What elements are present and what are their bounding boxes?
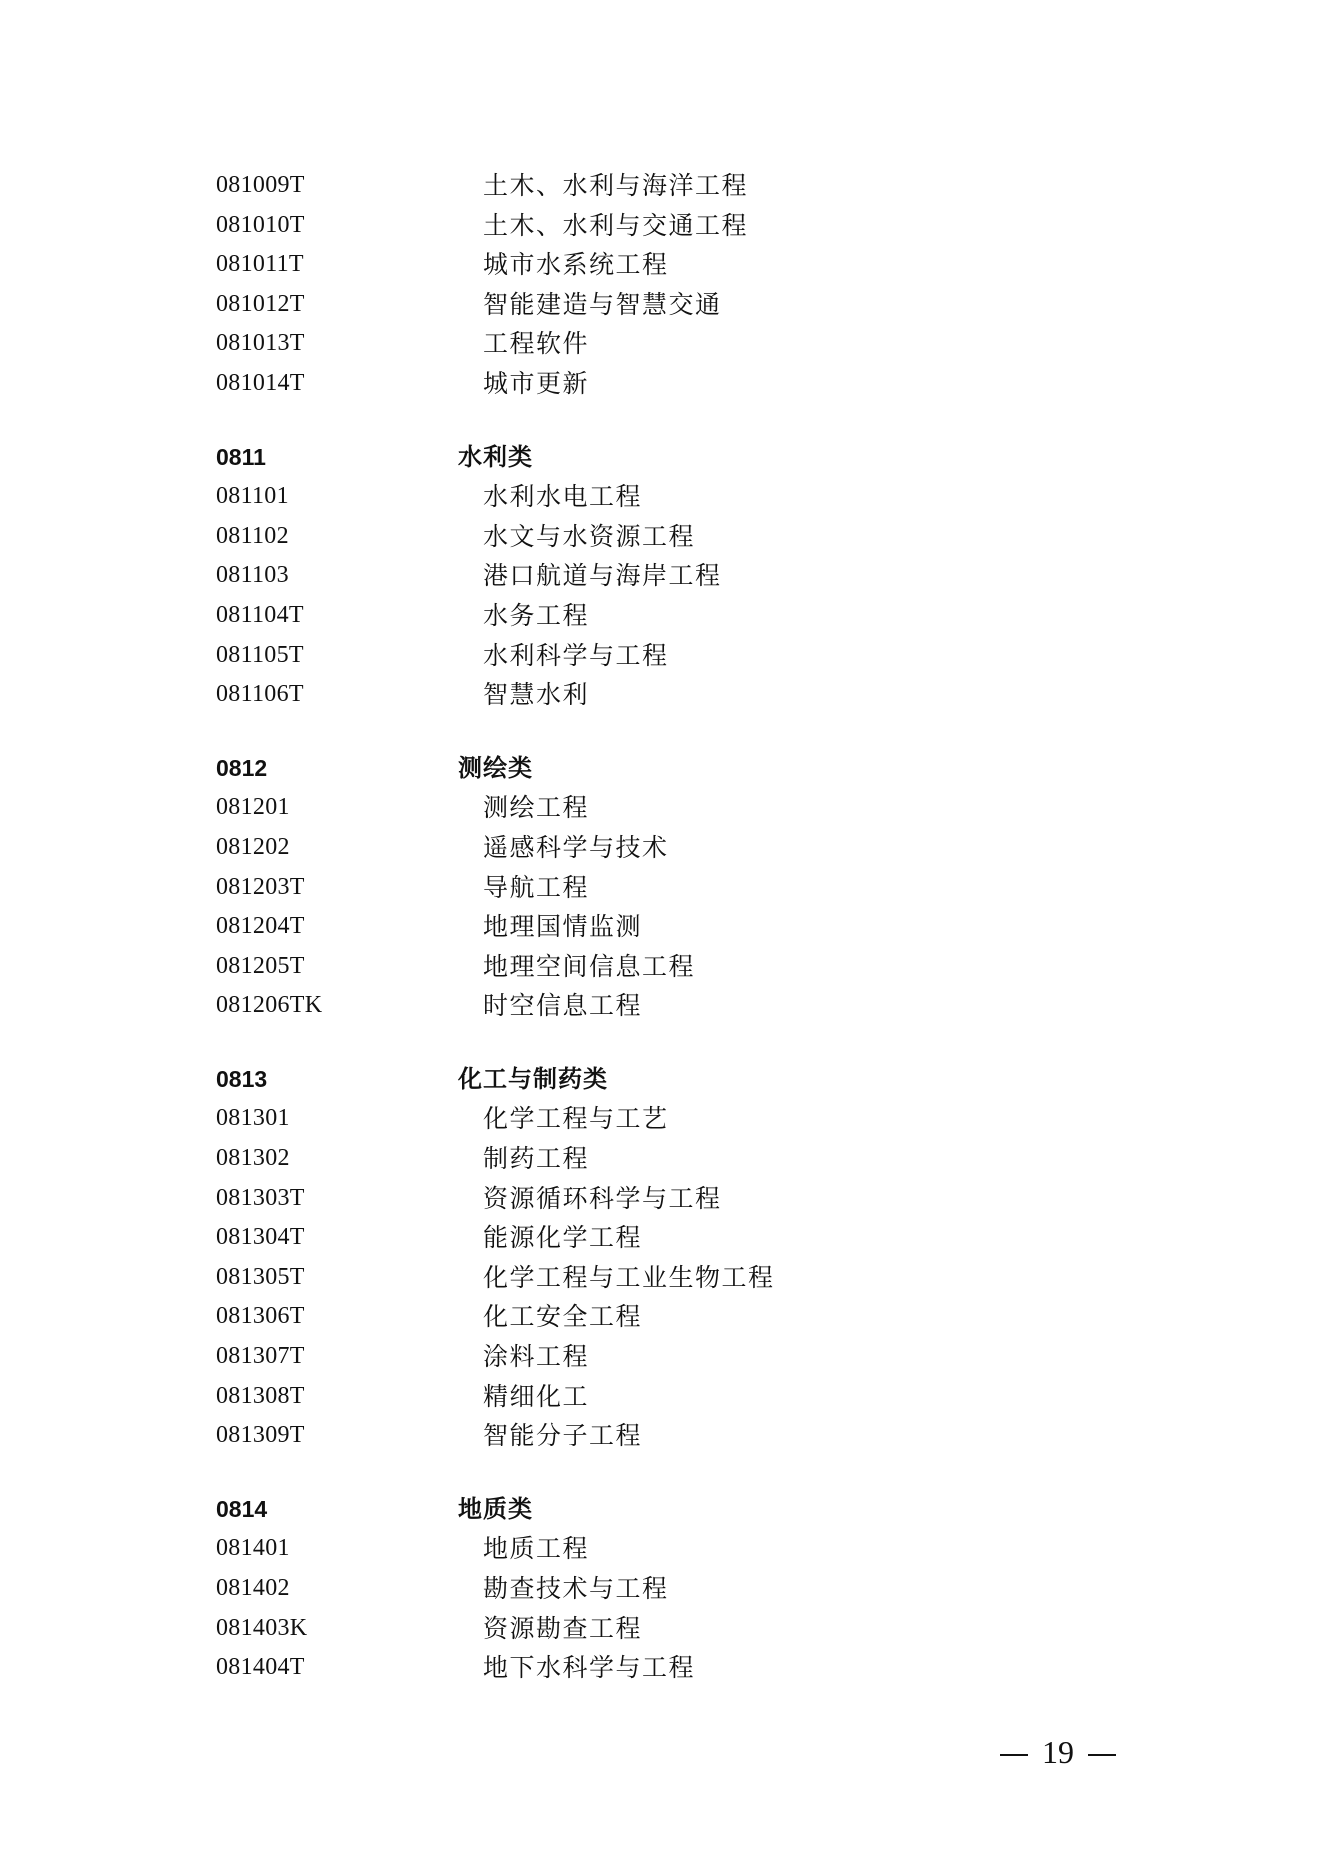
major-name: 勘查技术与工程 — [483, 1574, 669, 1603]
category-heading — [216, 438, 1116, 478]
category-code: 0814 — [216, 1495, 268, 1522]
major-code: 081103 — [216, 562, 289, 589]
major-code: 081105T — [216, 641, 304, 668]
category-name: 测绘类 — [458, 753, 533, 782]
major-name: 城市水系统工程 — [483, 250, 669, 280]
major-name: 涂料工程 — [483, 1342, 590, 1372]
major-code: 081013T — [216, 330, 305, 357]
page-footer — [1000, 1732, 1116, 1772]
major-code: 081014T — [216, 369, 305, 396]
footer-left-dash — [1000, 1754, 1028, 1756]
major-name: 导航工程 — [483, 872, 590, 902]
major-code: 081010T — [216, 211, 305, 238]
major-name: 水利水电工程 — [483, 482, 643, 512]
major-code: 081309T — [216, 1422, 305, 1449]
major-name: 土木、水利与交通工程 — [483, 210, 749, 240]
major-name: 地理国情监测 — [483, 912, 643, 942]
major-code: 081202 — [216, 833, 290, 860]
category-name: 地质类 — [458, 1494, 533, 1523]
major-row — [216, 1569, 1116, 1609]
major-row — [216, 517, 1116, 557]
major-code: 081402 — [216, 1575, 290, 1601]
major-row — [216, 1218, 1116, 1258]
category-name: 水利类 — [458, 442, 533, 471]
major-row — [216, 1529, 1116, 1569]
major-name: 测绘工程 — [483, 793, 590, 823]
major-code: 081101 — [216, 483, 289, 510]
major-name: 能源化学工程 — [483, 1223, 643, 1253]
major-code: 081307T — [216, 1343, 305, 1370]
major-name: 时空信息工程 — [483, 991, 643, 1021]
major-code: 081011T — [216, 251, 304, 278]
major-row — [216, 1377, 1116, 1417]
category-heading — [216, 749, 1116, 789]
major-row — [216, 1648, 1116, 1688]
major-code: 081106T — [216, 681, 304, 708]
category-code: 0812 — [216, 754, 268, 781]
major-row — [216, 206, 1116, 246]
major-name: 遥感科学与技术 — [483, 832, 669, 862]
major-code: 081012T — [216, 290, 305, 317]
major-row — [216, 907, 1116, 947]
footer-right-dash — [1088, 1754, 1116, 1756]
major-code: 081306T — [216, 1303, 305, 1330]
major-code: 081204T — [216, 913, 305, 940]
major-name: 精细化工 — [483, 1381, 590, 1411]
page-number: 19 — [1042, 1734, 1074, 1770]
major-name: 水文与水资源工程 — [483, 521, 696, 551]
major-code: 081203T — [216, 873, 305, 900]
category-code: 0811 — [216, 443, 266, 470]
major-row — [216, 788, 1116, 828]
category-heading — [216, 1490, 1116, 1530]
catalog-group — [216, 166, 1116, 404]
major-row — [216, 675, 1116, 715]
major-code: 081304T — [216, 1224, 305, 1251]
major-name: 工程软件 — [483, 329, 590, 359]
major-name: 智能分子工程 — [483, 1421, 643, 1451]
major-row — [216, 1258, 1116, 1298]
major-code: 081403K — [216, 1614, 308, 1641]
major-code: 081201 — [216, 794, 290, 821]
major-code: 081302 — [216, 1145, 290, 1172]
major-row — [216, 166, 1116, 206]
category-name: 化工与制药类 — [458, 1064, 608, 1093]
major-name: 资源勘查工程 — [483, 1613, 643, 1643]
category-code: 0813 — [216, 1065, 268, 1092]
major-name: 资源循环科学与工程 — [483, 1183, 722, 1213]
major-row — [216, 556, 1116, 596]
major-row — [216, 364, 1116, 404]
major-code: 081009T — [216, 172, 305, 198]
major-name: 城市更新 — [483, 368, 590, 398]
major-row — [216, 1139, 1116, 1179]
major-row — [216, 1416, 1116, 1456]
major-code: 081303T — [216, 1184, 305, 1211]
major-row — [216, 947, 1116, 987]
major-row — [216, 1179, 1116, 1219]
major-code: 081401 — [216, 1535, 290, 1562]
major-row — [216, 1297, 1116, 1337]
major-code: 081404T — [216, 1654, 305, 1681]
major-name: 地理空间信息工程 — [483, 951, 696, 981]
major-code: 081206TK — [216, 992, 323, 1019]
major-name: 制药工程 — [483, 1144, 590, 1174]
major-name: 地下水科学与工程 — [483, 1653, 696, 1683]
major-name: 化学工程与工艺 — [483, 1104, 669, 1134]
major-row — [216, 285, 1116, 325]
major-code: 081104T — [216, 601, 304, 628]
catalog-group — [216, 749, 1116, 1026]
major-row — [216, 324, 1116, 364]
major-row — [216, 1099, 1116, 1139]
major-name: 水利科学与工程 — [483, 640, 669, 670]
major-code: 081301 — [216, 1105, 290, 1132]
major-code: 081102 — [216, 522, 289, 549]
catalog-group — [216, 438, 1116, 715]
category-heading — [216, 1060, 1116, 1100]
major-name: 化学工程与工业生物工程 — [483, 1262, 775, 1292]
major-row — [216, 477, 1116, 517]
major-name: 港口航道与海岸工程 — [483, 561, 722, 591]
major-row — [216, 1609, 1116, 1649]
major-name: 智慧水利 — [483, 680, 590, 710]
major-name: 水务工程 — [483, 600, 590, 630]
major-row — [216, 596, 1116, 636]
major-row — [216, 1337, 1116, 1377]
major-row — [216, 986, 1116, 1026]
major-code: 081305T — [216, 1263, 305, 1290]
major-name: 智能建造与智慧交通 — [483, 289, 722, 319]
major-name: 土木、水利与海洋工程 — [483, 171, 749, 200]
major-name: 地质工程 — [483, 1534, 590, 1564]
major-name: 化工安全工程 — [483, 1302, 643, 1332]
major-row — [216, 636, 1116, 676]
major-catalog-list — [216, 166, 1116, 1688]
major-code: 081205T — [216, 952, 305, 979]
major-row — [216, 868, 1116, 908]
major-code: 081308T — [216, 1382, 305, 1409]
major-row — [216, 245, 1116, 285]
catalog-group — [216, 1490, 1116, 1688]
major-row — [216, 828, 1116, 868]
catalog-group — [216, 1060, 1116, 1456]
